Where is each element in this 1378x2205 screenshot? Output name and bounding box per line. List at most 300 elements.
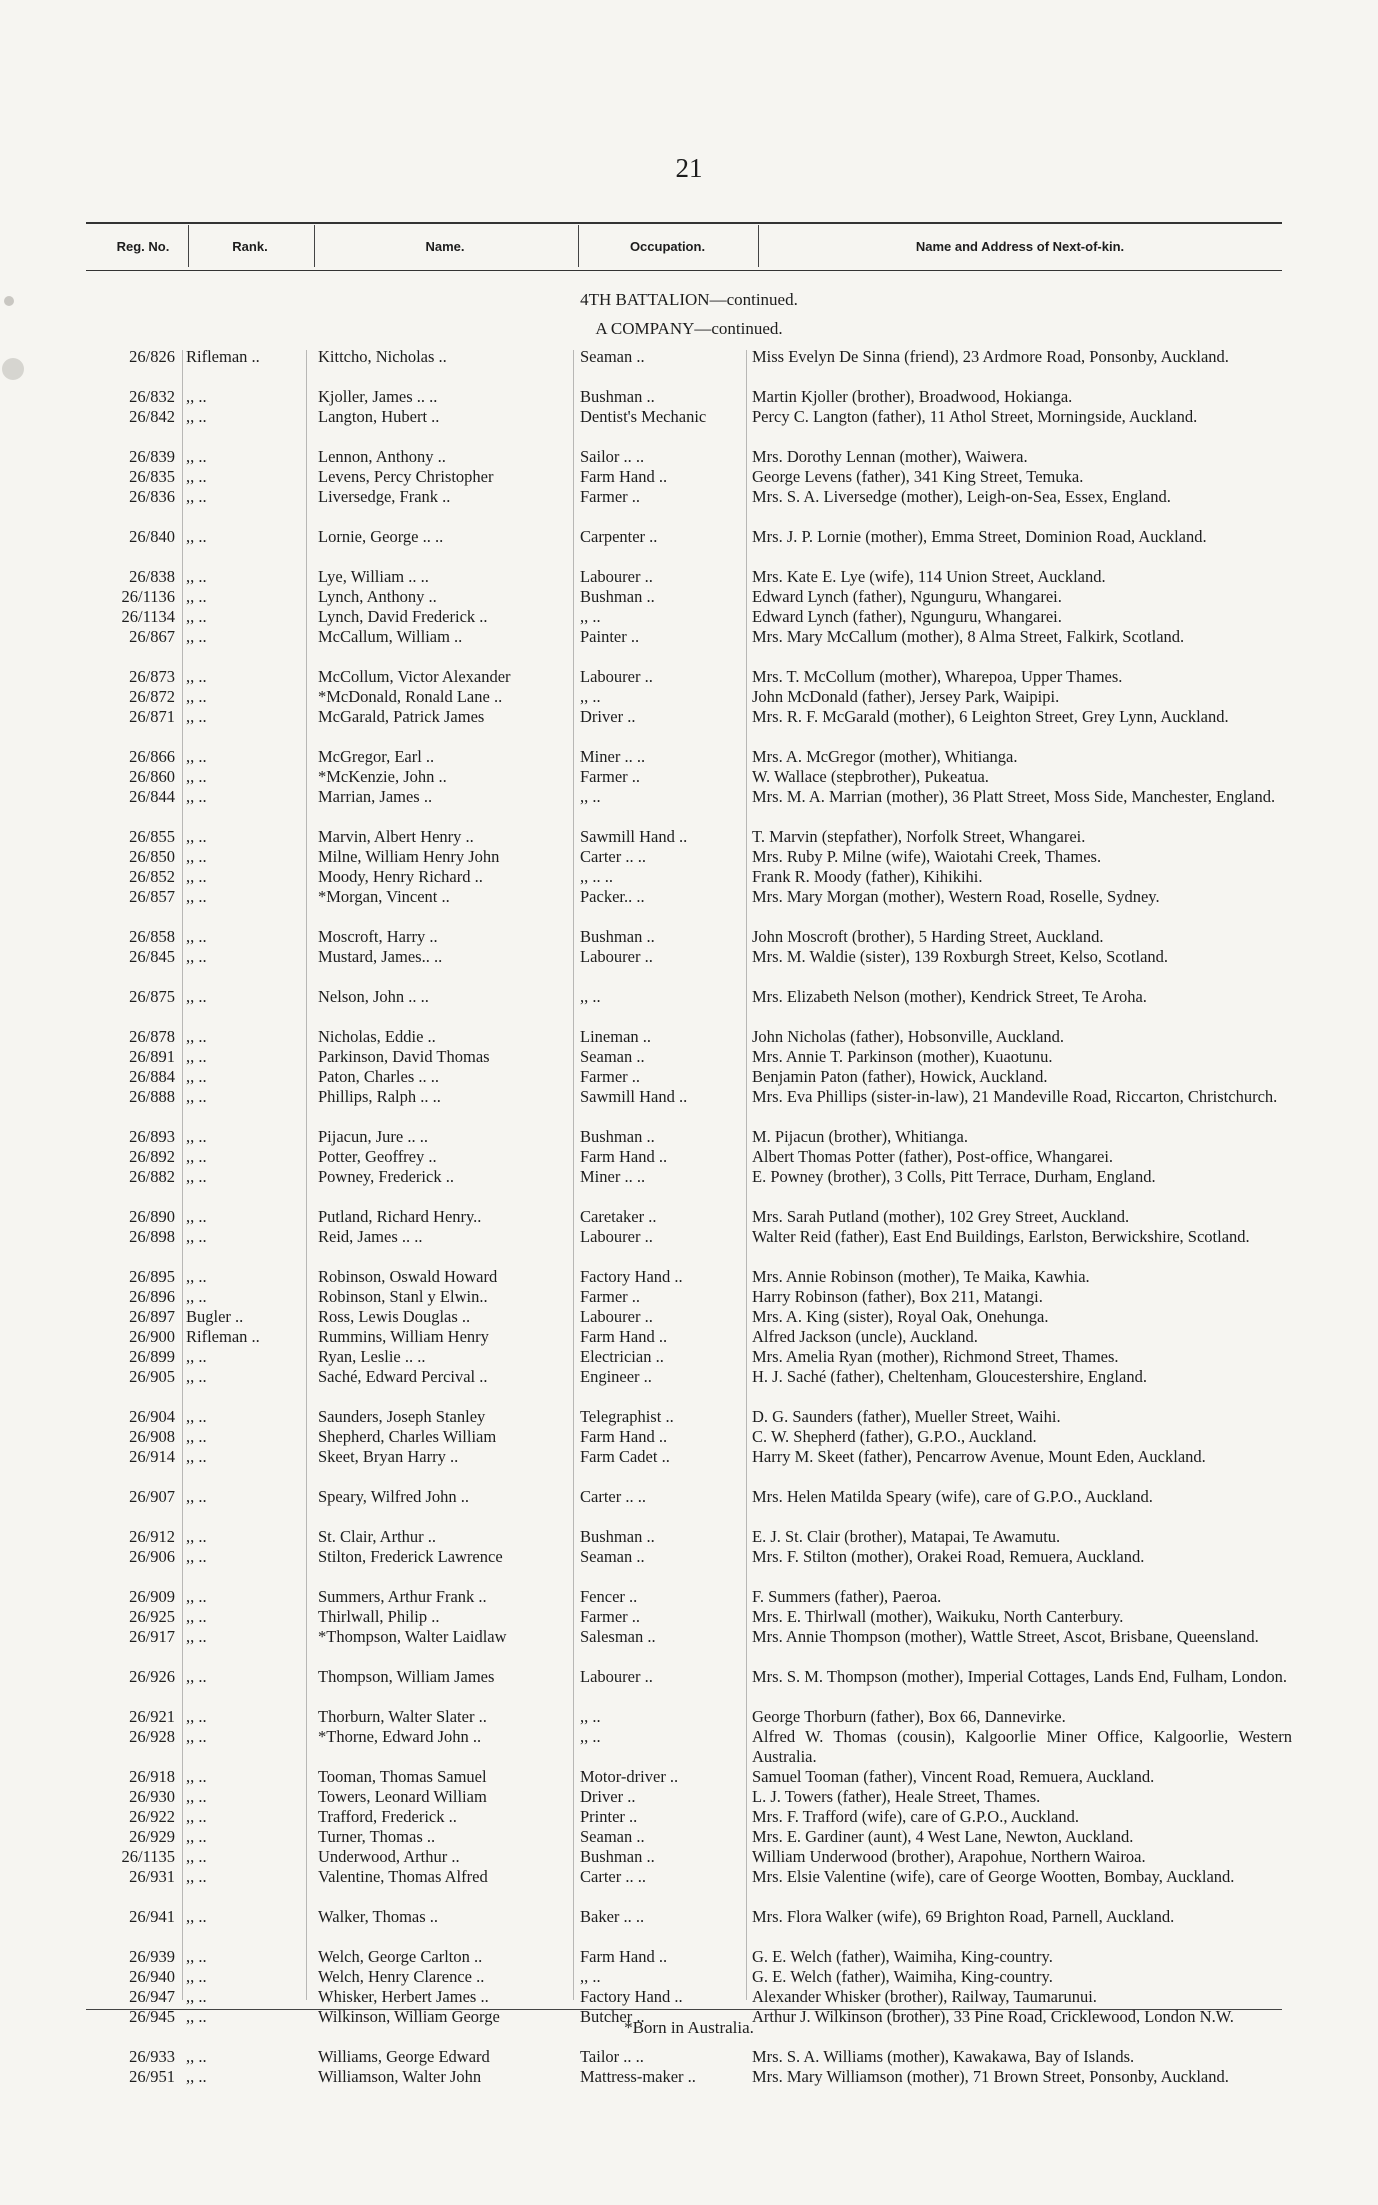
next-of-kin-cell: Harry M. Skeet (father), Pencarrow Avenue, Mount Eden, Auckland. [752,1447,1206,1466]
occupation-cell: Telegraphist .. [580,1407,674,1426]
rank-cell: ,, .. [186,1127,207,1146]
header-next-of-kin: Name and Address of Next-of-kin. [915,239,1125,254]
rank-cell: ,, .. [186,1707,207,1726]
reg-no-cell: 26/872 [129,687,175,706]
name-cell: Speary, Wilfred John .. [318,1487,470,1506]
reg-no-cell: 26/826 [129,347,175,366]
rank-cell: ,, .. [186,1047,207,1066]
occupation-cell: Farm Hand .. [580,1947,668,1966]
rank-cell: ,, .. [186,1967,207,1986]
occupation-cell: Seaman .. [580,347,645,366]
next-of-kin-cell: John Moscroft (brother), 5 Harding Street, Auckland. [752,927,1104,946]
table-row [0,707,1378,747]
name-cell: Shepherd, Charles William [318,1427,497,1446]
table-row [0,527,1378,567]
reg-no-cell: 26/918 [129,1767,175,1786]
rank-cell: ,, .. [186,447,207,466]
occupation-cell: Bushman .. [580,1527,655,1546]
rank-cell: ,, .. [186,1847,207,1866]
reg-no-cell: 26/933 [129,2047,175,2066]
table-row [0,1907,1378,1947]
occupation-cell: ,, .. [580,1707,601,1726]
rank-cell: ,, .. [186,587,207,606]
occupation-cell: Motor-driver .. [580,1767,679,1786]
header-name: Name. [425,239,465,254]
table-row [0,867,1378,887]
reg-no-cell: 26/844 [129,787,175,806]
reg-no-cell: 26/931 [129,1867,175,1886]
reg-no-cell: 26/906 [129,1547,175,1566]
reg-no-cell: 26/842 [129,407,175,426]
next-of-kin-cell: Mrs. Amelia Ryan (mother), Richmond Street, Thames. [752,1347,1119,1366]
name-cell: Thorburn, Walter Slater .. [318,1707,487,1726]
rank-cell: ,, .. [186,827,207,846]
occupation-cell: Driver .. [580,1787,636,1806]
rank-cell: ,, .. [186,1627,207,1646]
table-row [0,687,1378,707]
next-of-kin-cell: H. J. Saché (father), Cheltenham, Gloucestershire, England. [752,1367,1147,1386]
rank-cell: ,, .. [186,847,207,866]
name-cell: Lye, William .. .. [318,567,429,586]
table-row [0,1407,1378,1427]
table-row [0,627,1378,667]
next-of-kin-cell: Mrs. Eva Phillips (sister-in-law), 21 Mandeville Road, Riccarton, Christchurch. [752,1087,1278,1106]
name-cell: *McKenzie, John .. [318,767,447,786]
table-row [0,747,1378,767]
reg-no-cell: 26/899 [129,1347,175,1366]
rank-cell: ,, .. [186,1067,207,1086]
reg-no-cell: 26/850 [129,847,175,866]
next-of-kin-cell: Mrs. M. Waldie (sister), 139 Roxburgh Street, Kelso, Scotland. [752,947,1169,966]
rank-cell: Rifleman .. [186,347,260,366]
table-row [0,487,1378,527]
reg-no-cell: 26/896 [129,1287,175,1306]
occupation-cell: ,, .. [580,607,601,626]
reg-no-cell: 26/838 [129,567,175,586]
occupation-cell: ,, .. [580,1727,601,1746]
next-of-kin-cell: Mrs. Mary Williamson (mother), 71 Brown Street, Ponsonby, Auckland. [752,2067,1229,2086]
reg-no-cell: 26/878 [129,1027,175,1046]
reg-no-cell: 26/858 [129,927,175,946]
occupation-cell: Electrician .. [580,1347,664,1366]
occupation-cell: ,, .. [580,687,601,706]
table-row [0,1827,1378,1847]
header-occupation: Occupation. [629,239,706,254]
occupation-cell: Seaman .. [580,1827,645,1846]
reg-no-cell: 26/939 [129,1947,175,1966]
reg-no-cell: 26/892 [129,1147,175,1166]
occupation-cell: Farm Hand .. [580,1327,668,1346]
rank-cell: ,, .. [186,1767,207,1786]
occupation-cell: Fencer .. [580,1587,638,1606]
rank-cell: ,, .. [186,1547,207,1566]
reg-no-cell: 26/917 [129,1627,175,1646]
occupation-cell: Carter .. .. [580,847,646,866]
next-of-kin-cell: William Underwood (brother), Arapohue, Northern Wairoa. [752,1847,1146,1866]
rank-cell: ,, .. [186,1867,207,1886]
name-cell: Williamson, Walter John [318,2067,482,2086]
rank-cell: ,, .. [186,667,207,686]
next-of-kin-cell: Mrs. Ruby P. Milne (wife), Waiotahi Creek, Thames. [752,847,1102,866]
table-row [0,1667,1378,1707]
next-of-kin-cell: Mrs. Helen Matilda Speary (wife), care of G.P.O., Auckland. [752,1487,1153,1506]
table-row [0,1947,1378,1967]
name-cell: Robinson, Oswald Howard [318,1267,498,1286]
occupation-cell: Bushman .. [580,387,655,406]
occupation-cell: Carter .. .. [580,1867,646,1886]
table-row [0,827,1378,847]
occupation-cell: Farmer .. [580,1287,641,1306]
table-row [0,1047,1378,1067]
table-row [0,1427,1378,1447]
table-row [0,407,1378,447]
name-cell: Valentine, Thomas Alfred [318,1867,488,1886]
name-cell: Tooman, Thomas Samuel [318,1767,487,1786]
name-cell: Walker, Thomas .. [318,1907,439,1926]
occupation-cell: Baker .. .. [580,1907,645,1926]
next-of-kin-cell: Mrs. Elsie Valentine (wife), care of George Wootten, Bombay, Auckland. [752,1867,1235,1886]
name-cell: Lennon, Anthony .. [318,447,446,466]
rank-cell: ,, .. [186,2067,207,2086]
next-of-kin-cell: Walter Reid (father), East End Buildings, Earlston, Berwickshire, Scotland. [752,1227,1250,1246]
name-cell: Powney, Frederick .. [318,1167,454,1186]
table-row [0,1207,1378,1227]
occupation-cell: Seaman .. [580,1047,645,1066]
occupation-cell: Printer .. [580,1807,638,1826]
next-of-kin-cell: E. Powney (brother), 3 Colls, Pitt Terrace, Durham, England. [752,1167,1156,1186]
reg-no-cell: 26/875 [129,987,175,1006]
name-cell: Paton, Charles .. .. [318,1067,439,1086]
name-cell: *Morgan, Vincent .. [318,887,450,906]
name-cell: Marrian, James .. [318,787,433,806]
occupation-cell: Lineman .. [580,1027,652,1046]
reg-no-cell: 26/1136 [121,587,175,606]
occupation-cell: Labourer .. [580,947,653,966]
next-of-kin-cell: Alexander Whisker (brother), Railway, Taumarunui. [752,1987,1097,2006]
table-row [0,1347,1378,1367]
rank-cell: ,, .. [186,1947,207,1966]
reg-no-cell: 26/925 [129,1607,175,1626]
next-of-kin-cell: L. J. Towers (father), Heale Street, Thames. [752,1787,1041,1806]
table-row [0,1867,1378,1907]
name-cell: Saunders, Joseph Stanley [318,1407,486,1426]
name-cell: Lornie, George .. .. [318,527,444,546]
reg-no-cell: 26/895 [129,1267,175,1286]
rank-cell: ,, .. [186,607,207,626]
next-of-kin-cell: Arthur J. Wilkinson (brother), 33 Pine Road, Cricklewood, London N.W. [752,2007,1234,2026]
rank-cell: ,, .. [186,2047,207,2066]
next-of-kin-cell: Alfred Jackson (uncle), Auckland. [752,1327,978,1346]
occupation-cell: Miner .. .. [580,1167,646,1186]
reg-no-cell: 26/835 [129,467,175,486]
next-of-kin-cell: Mrs. Mary McCallum (mother), 8 Alma Street, Falkirk, Scotland. [752,627,1185,646]
name-cell: Robinson, Stanl y Elwin.. [318,1287,488,1306]
reg-no-cell: 26/1134 [121,607,175,626]
reg-no-cell: 26/1135 [121,1847,175,1866]
next-of-kin-cell: Mrs. Flora Walker (wife), 69 Brighton Road, Parnell, Auckland. [752,1907,1175,1926]
next-of-kin-cell: Frank R. Moody (father), Kihikihi. [752,867,983,886]
name-cell: *McDonald, Ronald Lane .. [318,687,503,706]
reg-no-cell: 26/926 [129,1667,175,1686]
next-of-kin-cell: Mrs. E. Gardiner (aunt), 4 West Lane, Newton, Auckland. [752,1827,1134,1846]
occupation-cell: Farmer .. [580,487,641,506]
rank-cell: ,, .. [186,1167,207,1186]
name-cell: St. Clair, Arthur .. [318,1527,437,1546]
occupation-cell: Factory Hand .. [580,1987,683,2006]
table-row [0,1627,1378,1667]
next-of-kin-cell: Mrs. S. A. Liversedge (mother), Leigh-on-Sea, Essex, England. [752,487,1171,506]
name-cell: Potter, Geoffrey .. [318,1147,437,1166]
name-cell: Pijacun, Jure .. .. [318,1127,428,1146]
rank-cell: ,, .. [186,1367,207,1386]
next-of-kin-cell: Alfred W. Thomas (cousin), Kalgoorlie Miner Office, Kalgoorlie, Western Australia. [752,1727,1292,1766]
rank-cell: ,, .. [186,1527,207,1546]
table-row [0,927,1378,947]
reg-no-cell: 26/898 [129,1227,175,1246]
header-rank: Rank. [232,239,268,254]
table-row [0,447,1378,467]
occupation-cell: Farm Cadet .. [580,1447,670,1466]
table-row [0,1327,1378,1347]
name-cell: Williams, George Edward [318,2047,490,2066]
occupation-cell: Carter .. .. [580,1487,646,1506]
next-of-kin-cell: John Nicholas (father), Hobsonville, Auckland. [752,1027,1065,1046]
occupation-cell: Farmer .. [580,1607,641,1626]
occupation-cell: Carpenter .. [580,527,658,546]
name-cell: Nelson, John .. .. [318,987,429,1006]
reg-no-cell: 26/867 [129,627,175,646]
table-row [0,1167,1378,1207]
next-of-kin-cell: Martin Kjoller (brother), Broadwood, Hokianga. [752,387,1073,406]
rank-cell: ,, .. [186,1267,207,1286]
reg-no-cell: 26/928 [129,1727,175,1746]
table-row [0,667,1378,687]
name-cell: Nicholas, Eddie .. [318,1027,436,1046]
name-cell: Skeet, Bryan Harry .. [318,1447,459,1466]
next-of-kin-cell: W. Wallace (stepbrother), Pukeatua. [752,767,989,786]
name-cell: McGregor, Earl .. [318,747,435,766]
name-cell: Moody, Henry Richard .. [318,867,483,886]
column-divider [188,225,189,267]
next-of-kin-cell: Mrs. Elizabeth Nelson (mother), Kendrick Street, Te Aroha. [752,987,1147,1006]
table-row [0,1367,1378,1407]
reg-no-cell: 26/839 [129,447,175,466]
rank-cell: ,, .. [186,1787,207,1806]
table-row [0,387,1378,407]
reg-no-cell: 26/855 [129,827,175,846]
name-cell: Milne, William Henry John [318,847,500,866]
reg-no-cell: 26/930 [129,1787,175,1806]
name-cell: Turner, Thomas .. [318,1827,436,1846]
rank-cell: ,, .. [186,747,207,766]
next-of-kin-cell: Albert Thomas Potter (father), Post-office, Whangarei. [752,1147,1114,1166]
table-row [0,1527,1378,1547]
occupation-cell: Farm Hand .. [580,1427,668,1446]
occupation-cell: Painter .. [580,627,640,646]
table-row [0,347,1378,387]
rank-cell: ,, .. [186,527,207,546]
table-row [0,1307,1378,1327]
next-of-kin-cell: Mrs. Dorothy Lennan (mother), Waiwera. [752,447,1028,466]
occupation-cell: Driver .. [580,707,636,726]
rank-cell: ,, .. [186,1907,207,1926]
next-of-kin-cell: F. Summers (father), Paeroa. [752,1587,942,1606]
rank-cell: ,, .. [186,947,207,966]
rank-cell: ,, .. [186,1347,207,1366]
table-row [0,1087,1378,1127]
reg-no-cell: 26/832 [129,387,175,406]
table-row [0,1447,1378,1487]
occupation-cell: Sawmill Hand .. [580,827,688,846]
header-reg-no: Reg. No. [116,239,170,254]
occupation-cell: Farmer .. [580,1067,641,1086]
reg-no-cell: 26/893 [129,1127,175,1146]
next-of-kin-cell: Mrs. Annie T. Parkinson (mother), Kuaotunu. [752,1047,1053,1066]
occupation-cell: Labourer .. [580,1667,653,1686]
rank-cell: ,, .. [186,1287,207,1306]
reg-no-cell: 26/922 [129,1807,175,1826]
table-row [0,1607,1378,1627]
rank-cell: ,, .. [186,1987,207,2006]
name-cell: Reid, James .. .. [318,1227,423,1246]
rank-cell: ,, .. [186,1087,207,1106]
name-cell: Summers, Arthur Frank .. [318,1587,487,1606]
reg-no-cell: 26/921 [129,1707,175,1726]
table-bottom-rule [86,2009,1282,2010]
name-cell: McGarald, Patrick James [318,707,485,726]
rank-cell: ,, .. [186,1807,207,1826]
name-cell: Marvin, Albert Henry .. [318,827,474,846]
page-number: 21 [675,153,703,183]
rank-cell: ,, .. [186,387,207,406]
name-cell: Liversedge, Frank .. [318,487,451,506]
header-bottom-rule [86,270,1282,271]
reg-no-cell: 26/904 [129,1407,175,1426]
table-row [0,847,1378,867]
occupation-cell: Mattress-maker .. [580,2067,696,2086]
reg-no-cell: 26/840 [129,527,175,546]
name-cell: Trafford, Frederick .. [318,1807,457,1826]
table-row [0,1027,1378,1047]
rank-cell: ,, .. [186,1447,207,1466]
name-cell: Mustard, James.. .. [318,947,443,966]
occupation-cell: Labourer .. [580,1307,653,1326]
next-of-kin-cell: Mrs. E. Thirlwall (mother), Waikuku, North Canterbury. [752,1607,1124,1626]
table-row [0,567,1378,587]
name-cell: Thompson, William James [318,1667,495,1686]
table-row [0,947,1378,987]
rank-cell: ,, .. [186,567,207,586]
occupation-cell: Labourer .. [580,567,653,586]
next-of-kin-cell: Mrs. A. McGregor (mother), Whitianga. [752,747,1018,766]
next-of-kin-cell: T. Marvin (stepfather), Norfolk Street, Whangarei. [752,827,1086,846]
table-row [0,1727,1378,1767]
next-of-kin-cell: Samuel Tooman (father), Vincent Road, Remuera, Auckland. [752,1767,1155,1786]
reg-no-cell: 26/891 [129,1047,175,1066]
name-cell: *Thorne, Edward John .. [318,1727,482,1746]
next-of-kin-cell: George Thorburn (father), Box 66, Dannevirke. [752,1707,1066,1726]
occupation-cell: Dentist's Mechanic [580,407,707,426]
rank-cell: ,, .. [186,987,207,1006]
reg-no-cell: 26/908 [129,1427,175,1446]
next-of-kin-cell: Mrs. F. Stilton (mother), Orakei Road, Remuera, Auckland. [752,1547,1145,1566]
occupation-cell: Farm Hand .. [580,1147,668,1166]
reg-no-cell: 26/909 [129,1587,175,1606]
next-of-kin-cell: Mrs. Mary Morgan (mother), Western Road, Roselle, Sydney. [752,887,1160,906]
name-cell: Rummins, William Henry [318,1327,489,1346]
reg-no-cell: 26/857 [129,887,175,906]
next-of-kin-cell: Mrs. S. A. Williams (mother), Kawakawa, Bay of Islands. [752,2047,1135,2066]
reg-no-cell: 26/947 [129,1987,175,2006]
occupation-cell: Factory Hand .. [580,1267,683,1286]
rank-cell: ,, .. [186,627,207,646]
rank-cell: ,, .. [186,687,207,706]
next-of-kin-cell: E. J. St. Clair (brother), Matapai, Te Awamutu. [752,1527,1061,1546]
occupation-cell: ,, .. .. [580,867,613,886]
table-row [0,467,1378,487]
next-of-kin-cell: Mrs. M. A. Marrian (mother), 36 Platt Street, Moss Side, Manchester, England. [752,787,1276,806]
next-of-kin-cell: Edward Lynch (father), Ngunguru, Whangarei. [752,587,1062,606]
table-row [0,1807,1378,1827]
battalion-title: 4TH BATTALION—continued. [580,290,798,309]
rank-cell: Bugler .. [186,1307,244,1326]
rank-cell: ,, .. [186,1587,207,1606]
company-subtitle: A COMPANY—continued. [595,319,783,338]
table-row [0,787,1378,827]
occupation-cell: Sailor .. .. [580,447,645,466]
rank-cell: ,, .. [186,1427,207,1446]
next-of-kin-cell: Mrs. F. Trafford (wife), care of G.P.O., Auckland. [752,1807,1079,1826]
reg-no-cell: 26/890 [129,1207,175,1226]
rank-cell: ,, .. [186,467,207,486]
rank-cell: ,, .. [186,1827,207,1846]
rank-cell: ,, .. [186,767,207,786]
name-cell: Saché, Edward Percival .. [318,1367,488,1386]
occupation-cell: Farm Hand .. [580,467,668,486]
reg-no-cell: 26/866 [129,747,175,766]
occupation-cell: ,, .. [580,987,601,1006]
occupation-cell: ,, .. [580,1967,601,1986]
name-cell: Moscroft, Harry .. [318,927,438,946]
reg-no-cell: 26/914 [129,1447,175,1466]
reg-no-cell: 26/888 [129,1087,175,1106]
table-row [0,1767,1378,1787]
table-row [0,1987,1378,2007]
reg-no-cell: 26/941 [129,1907,175,1926]
next-of-kin-cell: George Levens (father), 341 King Street, Temuka. [752,467,1084,486]
reg-no-cell: 26/845 [129,947,175,966]
rank-cell: Rifleman .. [186,1327,260,1346]
rank-cell: ,, .. [186,1407,207,1426]
occupation-cell: Tailor .. .. [580,2047,644,2066]
name-cell: Kjoller, James .. .. [318,387,438,406]
table-row [0,1287,1378,1307]
next-of-kin-cell: C. W. Shepherd (father), G.P.O., Auckland. [752,1427,1037,1446]
name-cell: Underwood, Arthur .. [318,1847,460,1866]
reg-no-cell: 26/940 [129,1967,175,1986]
next-of-kin-cell: D. G. Saunders (father), Mueller Street, Waihi. [752,1407,1061,1426]
column-divider [578,225,579,267]
occupation-cell: Butcher .. [580,2007,645,2026]
table-row [0,1267,1378,1287]
table-row [0,1587,1378,1607]
name-cell: Whisker, Herbert James .. [318,1987,489,2006]
reg-no-cell: 26/871 [129,707,175,726]
occupation-cell: Caretaker .. [580,1207,657,1226]
next-of-kin-cell: Benjamin Paton (father), Howick, Auckland. [752,1067,1048,1086]
rank-cell: ,, .. [186,707,207,726]
footnote: *Born in Australia. [624,2018,754,2037]
